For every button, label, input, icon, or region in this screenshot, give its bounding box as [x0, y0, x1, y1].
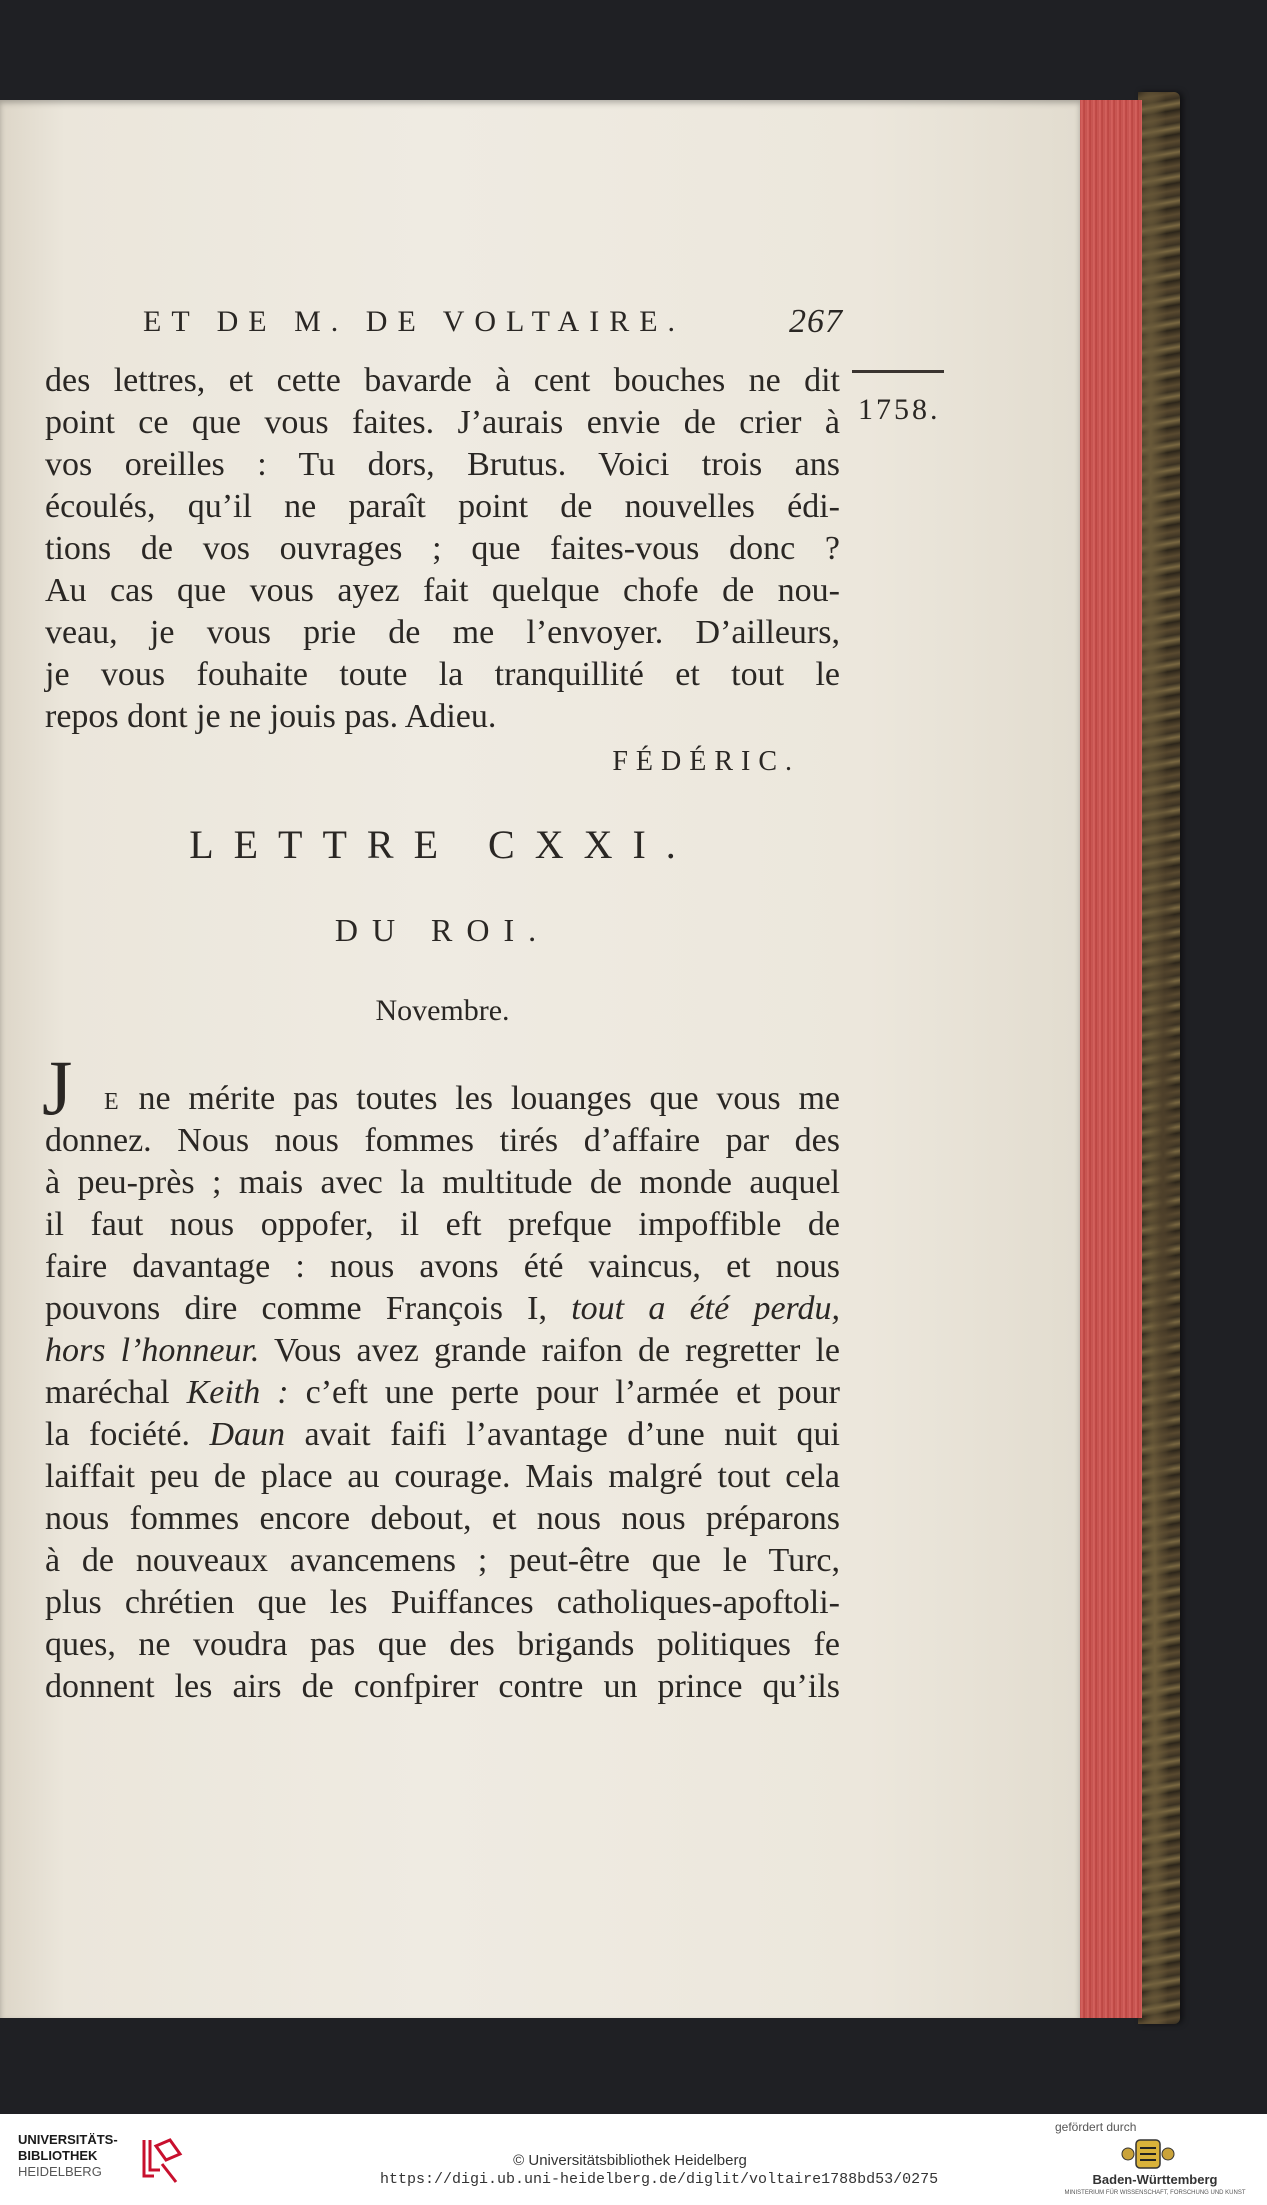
text-fragment: pouvons dire comme François I, [45, 1290, 547, 1327]
italic-fragment: Daun [209, 1416, 286, 1453]
text-line: écoulés, qu’il ne paraît point de nouvelles édi- [45, 488, 840, 525]
text-line [45, 1414, 840, 1456]
margin-year: 1758. [858, 393, 941, 426]
letter-sender: DU ROI. [334, 912, 551, 948]
text-line: à peu-près ; mais avec la multitude de monde auquel [45, 1164, 840, 1201]
funded-by-label: gefördert durch [1055, 2120, 1137, 2134]
page-number: 267 [789, 303, 843, 340]
text-fragment: ne mérite pas toutes les louanges que vous me [138, 1080, 840, 1117]
text-line-last: repos dont je ne jouis pas. Adieu. [45, 698, 497, 735]
text-line: il faut nous oppofer, il eft prefque impoffible de [45, 1206, 840, 1243]
signature: FÉDÉRIC. [612, 746, 800, 777]
copyright-notice: © Universitätsbibliothek Heidelberg [513, 2152, 747, 2169]
text-fragment: Vous avez grande raifon de regretter le [273, 1332, 840, 1369]
text-line [45, 1288, 840, 1330]
text-fragment: maréchal [45, 1374, 170, 1411]
text-line: Au cas que vous ayez fait quelque chofe de nou- [45, 572, 840, 609]
text-line: laiffait peu de place au courage. Mais malgré tout cela [45, 1458, 840, 1495]
text-line: nous fommes encore debout, et nous nous préparons [45, 1500, 840, 1537]
library-logo[interactable] [18, 2132, 178, 2192]
small-cap: E [104, 1089, 121, 1115]
running-head-title: ET DE M. DE VOLTAIRE. [143, 305, 686, 338]
sponsor-ministry: MINISTERIUM FÜR WISSENSCHAFT, FORSCHUNG UND KUNST [1064, 2190, 1246, 2196]
text-line: ques, ne voudra pas que des brigands politiques fe [45, 1626, 840, 1663]
text-fragment: la fociété. [45, 1416, 191, 1453]
text-line: plus chrétien que les Puiffances catholiques-apoftoli- [45, 1584, 840, 1621]
text-fragment: avait faifi l’avantage d’une nuit qui [304, 1416, 840, 1453]
text-line: point ce que vous faites. J’aurais envie de crier à [45, 404, 840, 441]
running-head [143, 300, 843, 344]
text-line: veau, je vous prie de me l’envoyer. D’ailleurs, [45, 614, 840, 651]
text-line [45, 1330, 840, 1372]
book-cover-marbled [1138, 92, 1180, 2024]
letter-heading: LETTRE CXXI. [189, 822, 696, 867]
text-line: vos oreilles : Tu dors, Brutus. Voici trois ans [45, 446, 840, 483]
text-line: faire davantage : nous avons été vaincus, et nous [45, 1248, 840, 1285]
text-line-first [104, 1078, 840, 1120]
text-line: tions de vos ouvrages ; que faites-vous donc ? [45, 530, 840, 567]
text-line: donnent les airs de confpirer contre un prince qu’ils [45, 1668, 840, 1705]
text-fragment: c’eft une perte pour l’armée et pour [305, 1374, 840, 1411]
text-line: donnez. Nous nous fommes tirés d’affaire par des [45, 1122, 840, 1159]
library-name-line2: BIBLIOTHEK [18, 2148, 98, 2163]
document-url[interactable]: https://digi.ub.uni-heidelberg.de/diglit/voltaire1788bd53/0275 [380, 2171, 939, 2188]
text-line [45, 1372, 840, 1414]
italic-fragment: Keith : [186, 1374, 289, 1411]
viewer-footer [0, 2114, 1267, 2205]
library-name-line3: HEIDELBERG [18, 2164, 102, 2179]
text-line: je vous fouhaite toute la tranquillité et tout le [45, 656, 840, 693]
sponsor-name[interactable]: Baden-Württemberg [1092, 2172, 1218, 2187]
italic-fragment: hors l’honneur. [45, 1332, 260, 1369]
library-name-line1: UNIVERSITÄTS- [18, 2132, 118, 2147]
drop-cap: J [42, 1044, 73, 1131]
letter-date: Novembre. [375, 994, 510, 1027]
page-edges-red [1078, 100, 1142, 2018]
italic-fragment: tout a été perdu, [571, 1290, 841, 1327]
text-line: à de nouveaux avancemens ; peut-être que le Turc, [45, 1542, 840, 1579]
text-line: des lettres, et cette bavarde à cent bouches ne dit [45, 362, 840, 399]
library-mark-icon [140, 2136, 184, 2184]
coat-of-arms-icon [1118, 2138, 1178, 2170]
margin-rule [852, 370, 944, 373]
